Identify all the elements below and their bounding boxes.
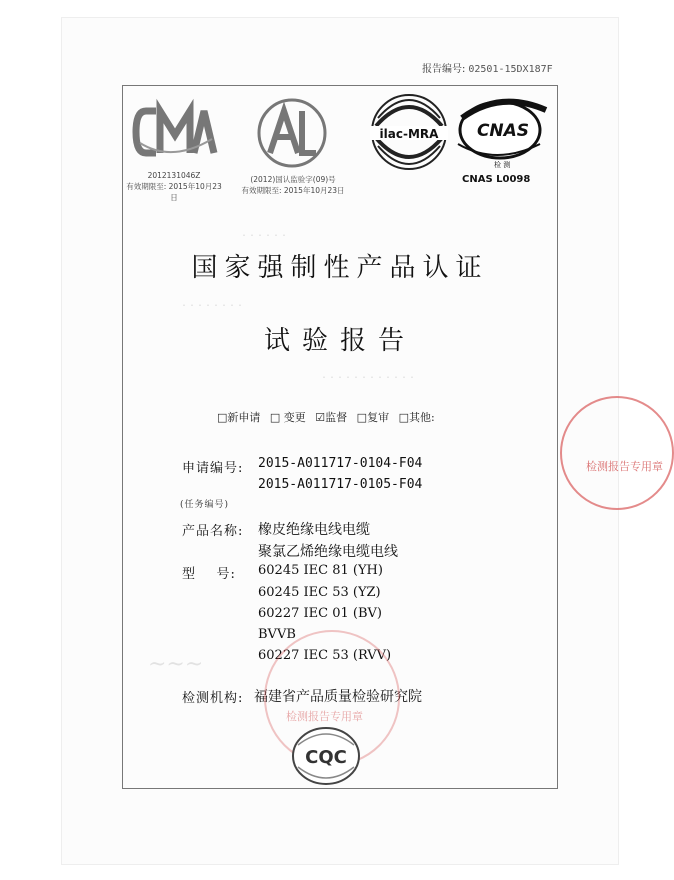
model-5: 60227 IEC 53 (RVV) (258, 648, 392, 663)
application-number-2: 2015-A011717-0105-F04 (258, 477, 423, 492)
product-name-1: 橡皮绝缘电线电缆 (258, 522, 370, 538)
task-number-label: (任务编号) (180, 500, 230, 510)
report-number (422, 60, 553, 75)
bleed-through-text: ・・・・・・・・ (180, 301, 244, 310)
option-other: □其他: (398, 411, 435, 424)
report-number-value: 02501-15DX187F (468, 64, 553, 75)
product-name-label: 产品名称: (182, 524, 244, 539)
cma-logo (132, 99, 218, 169)
cma-validity: 有效期限至: 2015年10月23日 (126, 182, 222, 202)
cnas-text: CNAS (476, 121, 530, 141)
report-type-options (217, 409, 441, 425)
red-seal-bottom-text: 检测报告专用章 (286, 710, 363, 723)
red-seal-right (560, 396, 674, 510)
application-number-1: 2015-A011717-0104-F04 (258, 456, 423, 471)
option-new-application: □新申请 (217, 411, 261, 424)
bleed-through-text: ・・・・・・・・・・・・ (320, 373, 416, 382)
cma-code: 2012131046Z (147, 171, 201, 180)
cqc-seal (290, 725, 362, 791)
option-supervision: ☑监督 (315, 411, 348, 424)
option-change: □ 变更 (269, 411, 306, 424)
model-label: 型 号: (182, 567, 236, 582)
model-1: 60245 IEC 81 (YH) (258, 563, 383, 578)
bleed-through-text: ・・・・・・ (240, 231, 288, 240)
institution-label: 检测机构: (182, 691, 244, 706)
model-2: 60245 IEC 53 (YZ) (258, 585, 381, 600)
document-title: 国家强制性产品认证 (191, 253, 489, 283)
al-code: (2012)国认监验字(09)号 (250, 175, 336, 184)
application-number-label: 申请编号: (182, 461, 244, 476)
al-caption (236, 174, 350, 196)
cnas-logo (456, 96, 550, 166)
report-number-label: 报告编号: (422, 64, 466, 75)
al-validity: 有效期限至: 2015年10月23日 (241, 186, 345, 195)
cnas-sub: 检 测 (494, 161, 511, 169)
document-subtitle: 试验报告 (263, 326, 416, 356)
ilac-mra-logo (366, 92, 452, 176)
red-seal-right-text: 检测报告专用章 (586, 460, 663, 473)
cma-caption (124, 170, 224, 203)
al-logo (252, 97, 332, 173)
faint-signature: ~~~ (148, 652, 204, 677)
cnas-code: CNAS L0098 (462, 174, 531, 185)
ilac-mra-text: ilac-MRA (379, 127, 439, 141)
model-4: BVVB (258, 627, 296, 642)
model-3: 60227 IEC 01 (BV) (258, 606, 382, 621)
option-review: □复审 (356, 411, 390, 424)
product-name-2: 聚氯乙烯绝缘电缆电线 (258, 544, 398, 560)
cqc-text: CQC (305, 747, 347, 768)
institution-name: 福建省产品质量检验研究院 (254, 689, 422, 705)
